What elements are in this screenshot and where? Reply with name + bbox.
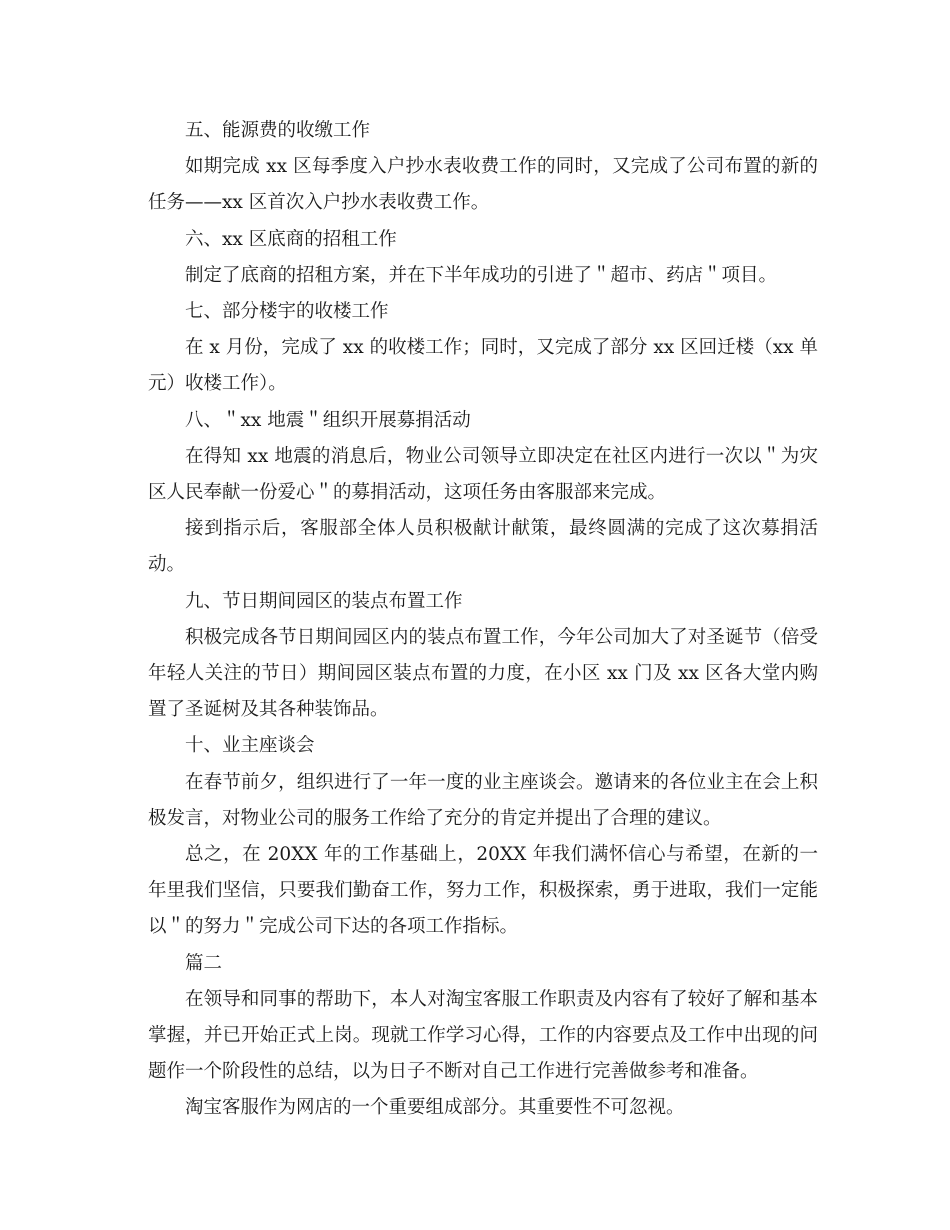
paragraph: 接到指示后，客服部全体人员积极献计献策，最终圆满的完成了这次募捐活动。 (148, 518, 818, 576)
section-heading-owner-forum: 十、业主座谈会 (185, 735, 315, 757)
paragraph: 在 x 月份，完成了 xx 的收楼工作；同时，又完成了部分 xx 区回迁楼（xx 单元）收楼工作）。 (148, 337, 818, 395)
section-heading-shop-leasing: 六、xx 区底商的招租工作 (185, 228, 397, 250)
paragraph: 在得知 xx 地震的消息后，物业公司领导立即决定在社区内进行一次以＂为灾区人民奉献一份爱心＂的募捐活动，这项任务由客服部来完成。 (148, 445, 818, 504)
paragraph: 在春节前夕，组织进行了一年一度的业主座谈会。邀请来的各位业主在会上积极发言，对物业公司的服务工作给了充分的肯定并提出了合理的建议。 (148, 771, 818, 829)
document-body (148, 113, 818, 1127)
section-heading-holiday-decoration: 九、节日期间园区的装点布置工作 (185, 590, 463, 612)
section-heading-part-two: 篇二 (185, 952, 223, 974)
section-heading-earthquake-donation: 八、＂xx 地震＂组织开展募捐活动 (185, 409, 471, 431)
paragraph: 制定了底商的招租方案，并在下半年成功的引进了＂超市、药店＂项目。 (185, 264, 778, 286)
paragraph: 淘宝客服作为网店的一个重要组成部分。其重要性不可忽视。 (185, 1097, 685, 1119)
paragraph: 积极完成各节日期间园区内的装点布置工作，今年公司加大了对圣诞节（倍受年轻人关注的节日）期间园区装点布置的力度，在小区 xx 门及 xx 区各大堂内购置了圣诞树及其各种装饰品。 (148, 626, 818, 721)
section-heading-building-handover: 七、部分楼宇的收楼工作 (185, 301, 389, 323)
paragraph-summary: 总之，在 20XX 年的工作基础上，20XX 年我们满怀信心与希望，在新的一年里我们坚信，只要我们勤奋工作，努力工作，积极探索，勇于进取，我们一定能以＂的努力＂完成公司下达的各项工作指标。 (148, 844, 818, 938)
paragraph: 如期完成 xx 区每季度入户抄水表收费工作的同时，又完成了公司布置的新的任务——xx 区首次入户抄水表收费工作。 (148, 156, 818, 214)
paragraph: 在领导和同事的帮助下，本人对淘宝客服工作职责及内容有了较好了解和基本掌握，并已开始正式上岗。现就工作学习心得，工作的内容要点及工作中出现的问题作一个阶段性的总结，以为日子不断对自己工作进行完善做参考和准备。 (148, 988, 818, 1083)
section-heading-energy-fees: 五、能源费的收缴工作 (185, 120, 371, 141)
